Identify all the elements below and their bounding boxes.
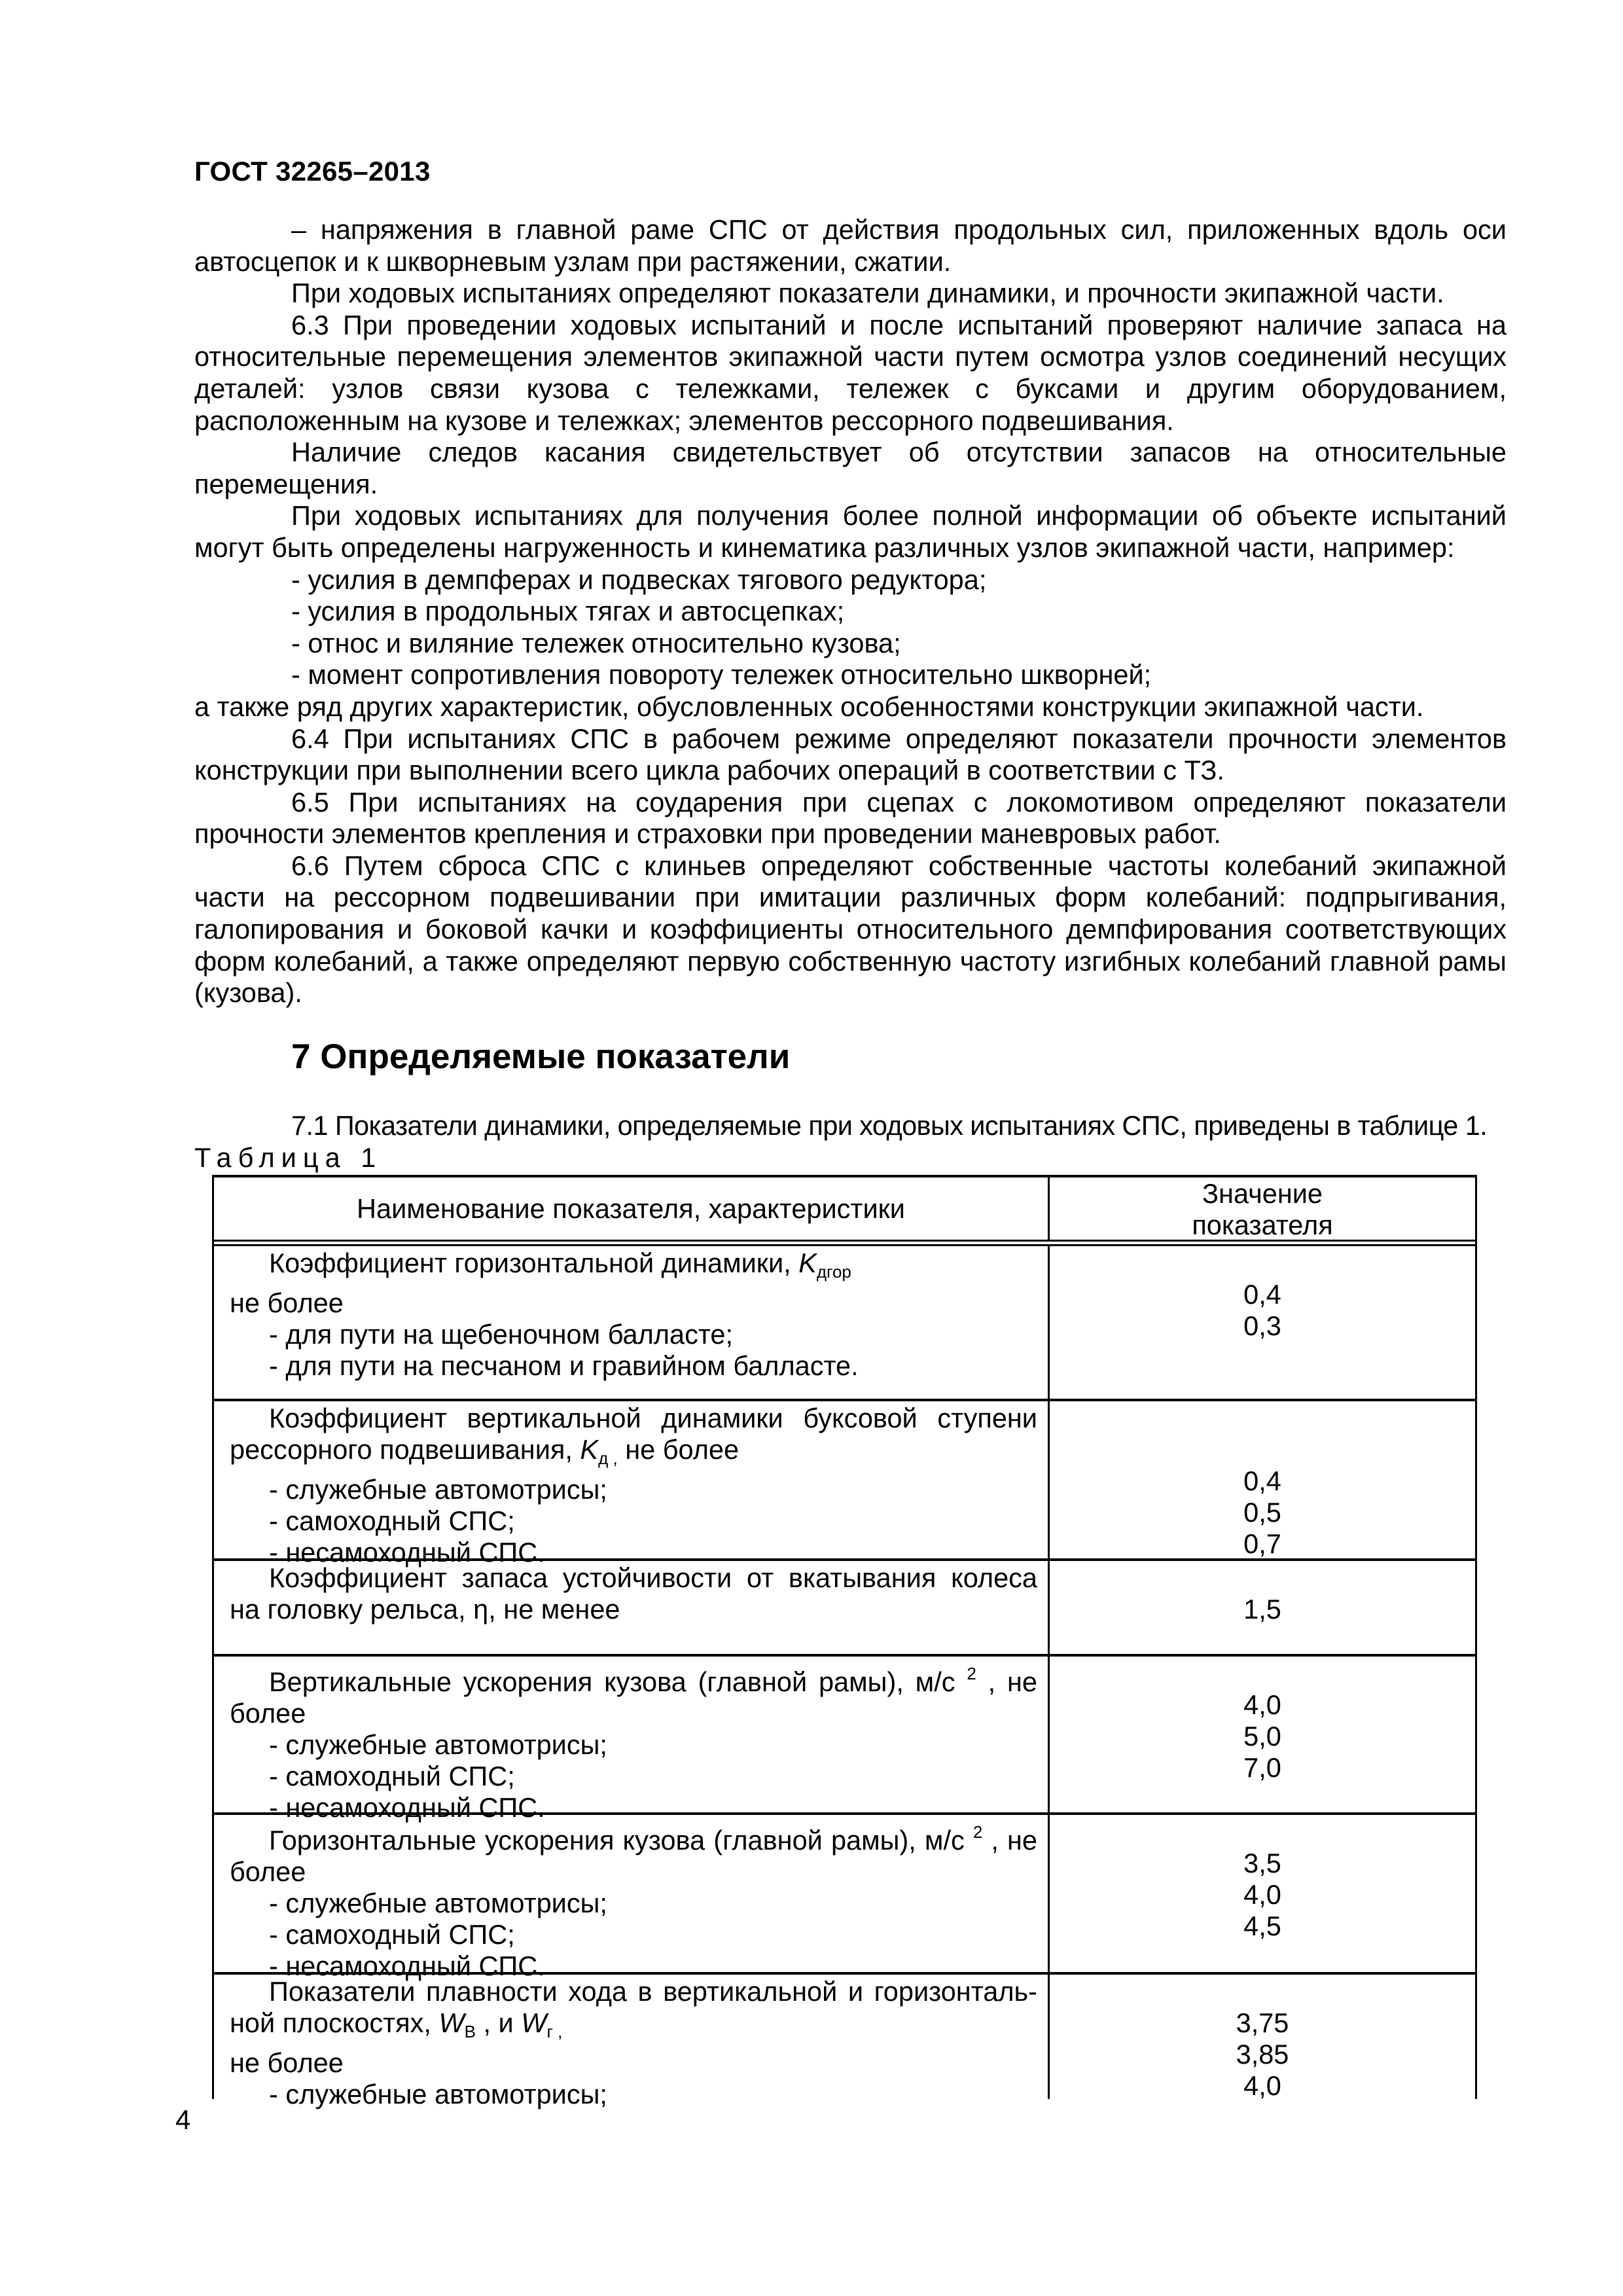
row-line: - самоходный СПС;: [269, 1761, 515, 1791]
row-line: - служебные автомотрисы;: [269, 1474, 607, 1505]
body-text: [194, 214, 1507, 1009]
table-row: [212, 1399, 1477, 1568]
row-line: - служебные автомотрисы;: [269, 2079, 607, 2109]
row-line: на головку рельса, η, не менее: [230, 1594, 620, 1624]
symbol-subscript: дгор: [816, 1262, 851, 1282]
value: 3,85: [1236, 2039, 1289, 2070]
row-line: - служебные автомотрисы;: [269, 1729, 607, 1760]
row-line: более: [230, 1856, 306, 1887]
value: [1050, 1434, 1475, 1465]
row-line: - для пути на щебеночном балласте;: [269, 1319, 734, 1350]
column-header-value: [1050, 1177, 1475, 1240]
list-item: - усилия в продольных тягах и автосцепках;: [291, 596, 845, 627]
row-value-cell: [1050, 1561, 1475, 1654]
value: 0,5: [1243, 1497, 1281, 1528]
paragraph: – напряжения в главной раме СПС от действия продольных сил, приложенных вдоль оси автосцепок и к шкворневым узлам при растяжении, сжатии.: [194, 214, 1507, 277]
symbol-subscript: В: [464, 2022, 476, 2041]
row-line: более: [230, 1698, 306, 1729]
row-name-cell: [214, 1815, 1050, 1981]
list-item: - усилия в демпферах и подвесках тягового редуктора;: [291, 564, 987, 595]
row-line-text: не более: [617, 1434, 740, 1465]
value: 0,4: [1243, 1465, 1281, 1496]
row-title: [230, 1247, 1037, 1287]
value: 0,7: [1243, 1528, 1281, 1559]
row-line: - несамоходный СПС.: [269, 1792, 545, 1823]
row-line: - для пути на песчаном и гравийном балласте.: [269, 1350, 859, 1381]
column-header-name-text: Наименование показателя, характеристики: [357, 1193, 905, 1224]
row-line: - несамоходный СПС.: [269, 1537, 545, 1568]
section-heading: 7 Определяемые показатели: [291, 1037, 791, 1076]
table-header-row: [212, 1175, 1477, 1242]
paragraph-6-4: 6.4 При испытаниях СПС в рабочем режиме определяют показатели прочности элементов конструкции при выполнении всего цикла рабочих операций в соответствии с ТЗ.: [194, 723, 1507, 786]
table-caption: Таблица 1: [194, 1142, 383, 1173]
list-item: - относ и виляние тележек относительно кузова;: [291, 627, 901, 658]
row-title: [230, 1816, 1037, 1856]
row-line: [230, 2007, 1037, 2047]
value: [1050, 1247, 1475, 1279]
symbol: W: [521, 2007, 547, 2038]
superscript: 2: [967, 1664, 976, 1683]
symbol: K: [580, 1434, 599, 1465]
row-line: - служебные автомотрисы;: [269, 1888, 607, 1918]
page-number: 4: [175, 2104, 191, 2135]
paragraph-6-6: 6.6 Путем сброса СПС с клиньев определяют собственные частоты колебаний экипажной части на рессорном подвешивании при имитации различных форм колебаний: подпрыгивания, галопирования и боковой качки и коэффициенты относительного демпфирования соответствующих форм колебаний, а также определяют первую собственную частоту изгибных колебаний главной рамы (кузова).: [194, 850, 1507, 1009]
row-line: не более: [230, 1287, 344, 1318]
row-title: Коэффициент запаса устойчивости от вкатывания колеса: [269, 1562, 1037, 1593]
row-title-text: Коэффициент горизонтальной динамики,: [269, 1247, 799, 1278]
value: 3,5: [1243, 1848, 1281, 1878]
row-line-text: ной плоскостях,: [230, 2007, 439, 2038]
value: [1050, 1403, 1475, 1434]
value: [1050, 1816, 1475, 1848]
table-row: [212, 1558, 1477, 1654]
value: 1,5: [1243, 1594, 1281, 1624]
table-row: [212, 1972, 1477, 2109]
row-name-cell: [214, 1401, 1050, 1568]
symbol-subscript: д ,: [598, 1448, 618, 1468]
value: 4,0: [1243, 2070, 1281, 2101]
row-title: Показатели плавности хода в вертикальной и горизонталь-: [269, 1976, 1037, 2007]
value: 4,0: [1243, 1879, 1281, 1910]
symbol-subscript: г ,: [546, 2022, 563, 2041]
row-value-cell: [1050, 1401, 1475, 1558]
value: 3,75: [1236, 2007, 1289, 2038]
row-value-cell: [1050, 1246, 1475, 1399]
table-row: [212, 1654, 1477, 1823]
row-name-cell: [214, 1657, 1050, 1823]
row-value-cell: [1050, 1815, 1475, 1972]
value: 0,3: [1243, 1310, 1281, 1341]
value: 7,0: [1243, 1752, 1281, 1783]
row-line: не более: [230, 2047, 344, 2078]
symbol: W: [438, 2007, 465, 2038]
row-name-cell: [214, 1561, 1050, 1654]
row-title: [230, 1658, 1037, 1698]
value: 5,0: [1243, 1721, 1281, 1751]
column-header-value-line2: показателя: [1192, 1209, 1333, 1240]
row-value-cell: [1050, 1975, 1475, 2099]
row-name-cell: [214, 1975, 1050, 2109]
row-title-text: Вертикальные ускорения кузова (главной рамы), м/с: [269, 1666, 955, 1697]
row-line-text: рессорного подвешивания,: [230, 1434, 580, 1465]
superscript: 2: [972, 1822, 983, 1842]
value: 0,4: [1243, 1279, 1281, 1310]
paragraph: При ходовых испытаниях определяют показатели динамики, и прочности экипажной части.: [291, 278, 1444, 309]
table-row: [212, 1812, 1477, 1981]
row-name-cell: [214, 1246, 1050, 1399]
paragraph: Наличие следов касания свидетельствует об отсутствии запасов на относительные перемещения.: [194, 437, 1507, 499]
row-value-cell: [1050, 1657, 1475, 1812]
row-line: - несамоходный СПС.: [269, 1950, 545, 1981]
row-title-text: , не: [982, 1825, 1038, 1856]
column-header-value-line1: Значение: [1202, 1177, 1323, 1209]
symbol: K: [798, 1247, 817, 1278]
value: [1050, 1658, 1475, 1689]
value: 4,5: [1243, 1910, 1281, 1941]
indicators-table: [212, 1175, 1477, 2109]
value: [1050, 1562, 1475, 1594]
column-header-name: [214, 1177, 1050, 1240]
paragraph: При ходовых испытаниях для получения более полной информации об объекте испытаний могут быть определены нагруженность и кинематика различных узлов экипажной части, например:: [194, 500, 1507, 563]
row-line: - самоходный СПС;: [269, 1505, 515, 1536]
row-line: [230, 1434, 1037, 1474]
header-double-rule: [212, 1242, 1477, 1246]
section-intro: 7.1 Показатели динамики, определяемые при ходовых испытаниях СПС, приведены в таблице 1.: [291, 1110, 1488, 1141]
paragraph-6-3: 6.3 При проведении ходовых испытаний и после испытаний проверяют наличие запаса на относительные перемещения элементов экипажной части путем осмотра узлов соединений несущих деталей: узлов связи кузова с тележками, тележек с буксами и другим оборудованием, расположенным на кузове и тележках; элементов рессорного подвешивания.: [194, 309, 1507, 436]
value: [1050, 1976, 1475, 2007]
value: 4,0: [1243, 1689, 1281, 1720]
table-row: [212, 1246, 1477, 1399]
row-line-text: , и: [475, 2007, 522, 2038]
row-title-text: , не: [976, 1666, 1038, 1697]
paragraph: а также ряд других характеристик, обусловленных особенностями конструкции экипажной части.: [194, 691, 1424, 722]
row-title-text: Горизонтальные ускорения кузова (главной рамы), м/с: [269, 1825, 965, 1856]
row-line: - самоходный СПС;: [269, 1919, 515, 1950]
row-title: Коэффициент вертикальной динамики буксовой ступени: [269, 1403, 1037, 1433]
document-header: ГОСТ 32265–2013: [194, 156, 431, 187]
paragraph-6-5: 6.5 При испытаниях на соударения при сцепах с локомотивом определяют показатели прочности элементов крепления и страховки при проведении маневровых работ.: [194, 786, 1507, 850]
list-item: - момент сопротивления повороту тележек относительно шкворней;: [291, 659, 1152, 691]
